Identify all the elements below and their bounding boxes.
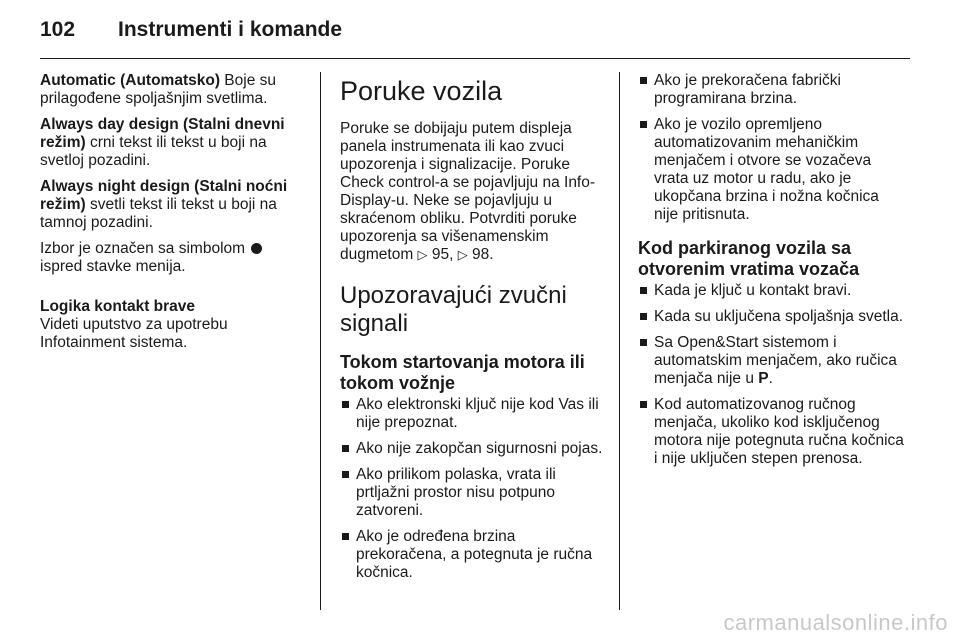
option-automatic: Automatic (Automatsko) Boje su prilagođene spoljašnjim svetlima. — [40, 72, 276, 107]
right-column — [638, 72, 904, 476]
subsection-title-parkiranje: Kod parkiranog vozila sa otvorenim vratima vozača — [638, 238, 860, 279]
list-item: Ako je prekoračena fabrički programirana brzina. — [638, 72, 904, 108]
list-item: Ako prilikom polaska, vrata ili prtljažni prostor nisu potpuno zatvoreni. — [340, 466, 608, 520]
square-bullet-icon — [342, 445, 349, 452]
column-divider-1 — [320, 72, 321, 610]
list-item: Kod automatizovanog ručnog menjača, ukoliko kod isključenog motora nije potegnuta ručna kočnica i nije uključen stepen prenosa. — [638, 396, 904, 468]
square-bullet-icon — [640, 121, 647, 128]
list-item: Ako nije zakopčan sigurnosni pojas. — [340, 440, 608, 458]
filled-circle-icon — [251, 243, 262, 254]
list-item: Ako elektronski ključ nije kod Vas ili nije prepoznat. — [340, 396, 608, 432]
bullet-list — [638, 72, 904, 224]
header-divider — [40, 58, 910, 59]
bullet-list — [638, 282, 904, 468]
section-title-poruke: Poruke vozila — [340, 76, 503, 106]
list-item: Ako je vozilo opremljeno automatizovanim mehaničkim menjačem i otvore se vozačeva vrata uz motor u radu, ako je ukopčana brzina i nožna kočnica nije pritisnuta. — [638, 116, 904, 224]
square-bullet-icon — [640, 339, 647, 346]
list-item: Kada su uključena spoljašnja svetla. — [638, 308, 904, 326]
left-column — [40, 72, 308, 360]
page-header — [40, 18, 910, 48]
list-item: Sa Open&Start sistemom i automatskim menjačem, ako ručica menjača nije u P. — [638, 334, 904, 388]
page-title: Instrumenti i komande — [118, 18, 343, 41]
square-bullet-icon — [342, 471, 349, 478]
square-bullet-icon — [342, 401, 349, 408]
list-item: Kada je ključ u kontakt bravi. — [638, 282, 904, 300]
section-logika-text: Videti uputstvo za upotrebu Infotainment sistema. — [40, 316, 228, 351]
square-bullet-icon — [342, 533, 349, 540]
square-bullet-icon — [640, 401, 647, 408]
bullet-list — [340, 396, 608, 582]
reference-arrow-icon: ▷ — [457, 247, 468, 262]
section-title-zvucni: Upozoravajući zvučni signali — [340, 282, 567, 337]
column-divider-2 — [619, 72, 620, 610]
square-bullet-icon — [640, 313, 647, 320]
list-item: Ako je određena brzina prekoračena, a potegnuta je ručna kočnica. — [340, 528, 608, 582]
middle-column — [340, 72, 608, 590]
intro-paragraph: Poruke se dobijaju putem displeja panela instrumenata ili kao zvuci upozorenja i signalizacije. Poruke Check control-a se pojavljuju na Info-Display-u. Neke se pojavljuju u skraćenom obliku. Potvrditi poruke upozorenja sa višenamenskim dugmetom ▷ 95, ▷ 98. — [340, 120, 596, 263]
option-day-design: Always day design (Stalni dnevni režim) crni tekst ili tekst u boji na svetloj pozadini. — [40, 116, 285, 169]
square-bullet-icon — [640, 77, 647, 84]
watermark: carmanualsonline.info — [723, 610, 948, 635]
square-bullet-icon — [640, 287, 647, 294]
section-logika-title: Logika kontakt brave — [40, 298, 196, 315]
page-number: 102 — [40, 18, 76, 41]
selection-note: Izbor je označen sa simbolom ispred stavke menija. — [40, 240, 308, 276]
option-night-design: Always night design (Stalni noćni režim) svetli tekst ili tekst u boji na tamnoj pozadini. — [40, 178, 288, 231]
reference-arrow-icon: ▷ — [417, 247, 428, 262]
subsection-title-voznja: Tokom startovanja motora ili tokom vožnje — [340, 352, 585, 393]
